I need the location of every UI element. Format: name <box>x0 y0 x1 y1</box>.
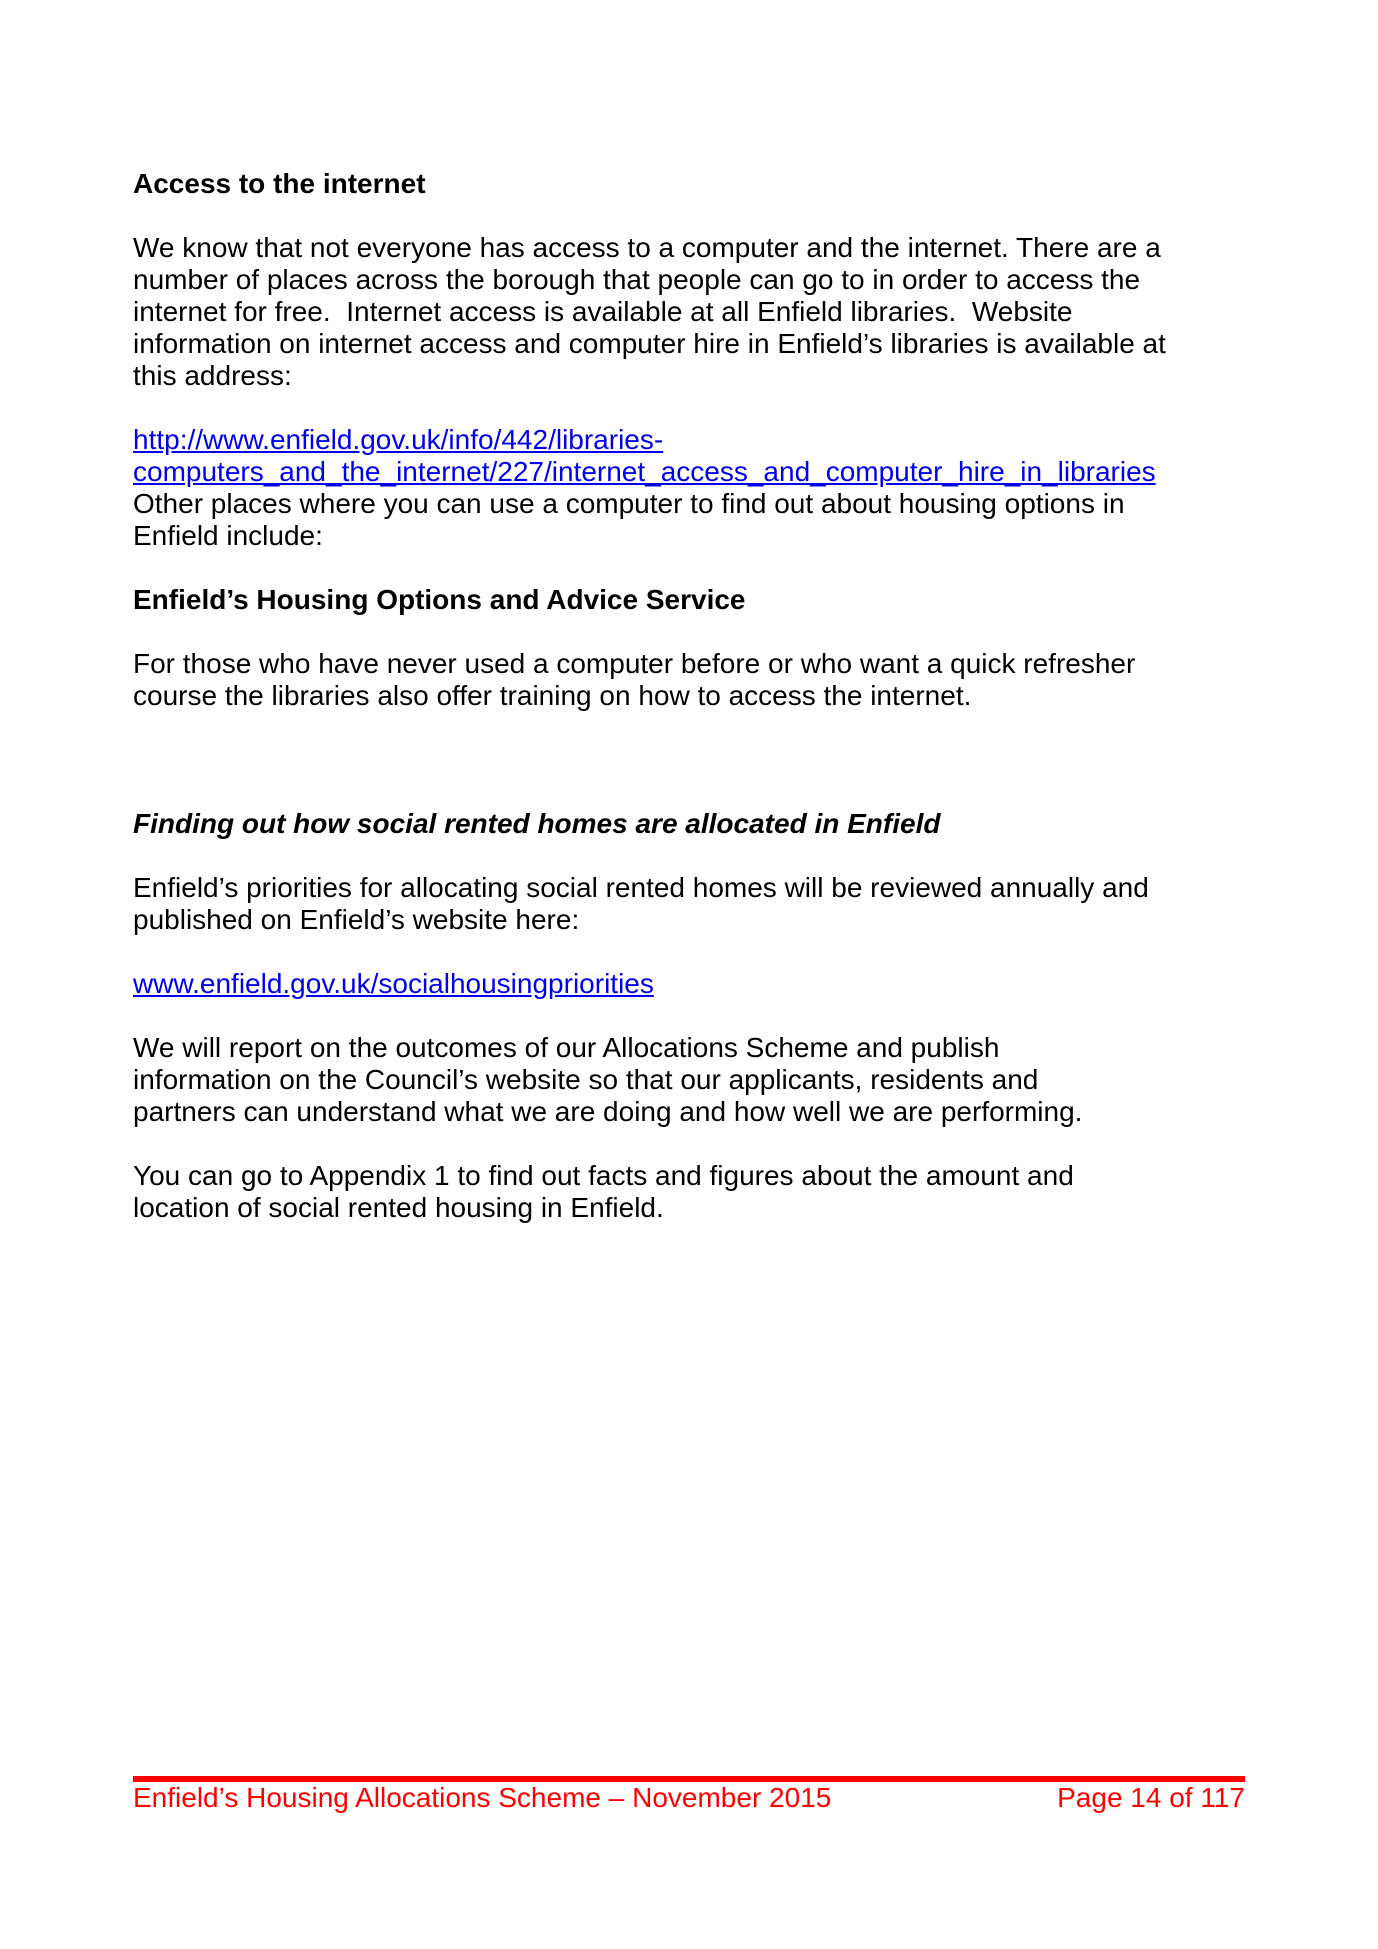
paragraph <box>133 1032 1245 1128</box>
text-line: information on internet access and computer hire in Enfield’s libraries is available at <box>133 328 1166 359</box>
hyperlink[interactable]: computers_and_the_internet/227/internet_access_and_computer_hire_in_libraries <box>133 456 1156 487</box>
paragraph <box>133 1160 1245 1224</box>
text-line: We will report on the outcomes of our Allocations Scheme and publish <box>133 1032 1000 1063</box>
text-line: location of social rented housing in Enfield. <box>133 1192 664 1223</box>
document-content <box>133 168 1245 1224</box>
page-footer <box>133 1776 1245 1814</box>
text-line: information on the Council’s website so that our applicants, residents and <box>133 1064 1039 1095</box>
text-line: course the libraries also offer training on how to access the internet. <box>133 680 972 711</box>
section-heading: Enfield’s Housing Options and Advice Service <box>133 584 746 615</box>
text-line: Enfield include: <box>133 520 323 551</box>
text-line: published on Enfield’s website here: <box>133 904 580 935</box>
paragraph <box>133 648 1245 712</box>
paragraph <box>133 968 1245 1000</box>
paragraph <box>133 424 1245 552</box>
paragraph <box>133 872 1245 936</box>
text-line: We know that not everyone has access to a computer and the internet. There are a <box>133 232 1161 263</box>
hyperlink[interactable]: http://www.enfield.gov.uk/info/442/libraries- <box>133 424 664 455</box>
text-line: Other places where you can use a computer to find out about housing options in <box>133 488 1125 519</box>
footer-document-title: Enfield’s Housing Allocations Scheme – November 2015 <box>133 1782 832 1813</box>
link-line <box>133 424 1245 456</box>
link-line <box>133 456 1245 488</box>
text-line: internet for free. Internet access is available at all Enfield libraries. Website <box>133 296 1073 327</box>
section-heading-italic: Finding out how social rented homes are allocated in Enfield <box>133 808 941 839</box>
paragraph <box>133 232 1245 392</box>
text-line: For those who have never used a computer before or who want a quick refresher <box>133 648 1136 679</box>
link-line <box>133 968 1245 1000</box>
footer-page-number: Page 14 of 117 <box>1057 1782 1245 1813</box>
text-line: Enfield’s priorities for allocating social rented homes will be reviewed annually and <box>133 872 1149 903</box>
section-heading: Access to the internet <box>133 168 426 199</box>
hyperlink[interactable]: www.enfield.gov.uk/socialhousingpriorities <box>133 968 654 999</box>
text-line: this address: <box>133 360 292 391</box>
footer-row <box>133 1782 1245 1814</box>
text-line: partners can understand what we are doing and how well we are performing. <box>133 1096 1083 1127</box>
text-line: number of places across the borough that people can go to in order to access the <box>133 264 1141 295</box>
text-line: You can go to Appendix 1 to find out facts and figures about the amount and <box>133 1160 1074 1191</box>
